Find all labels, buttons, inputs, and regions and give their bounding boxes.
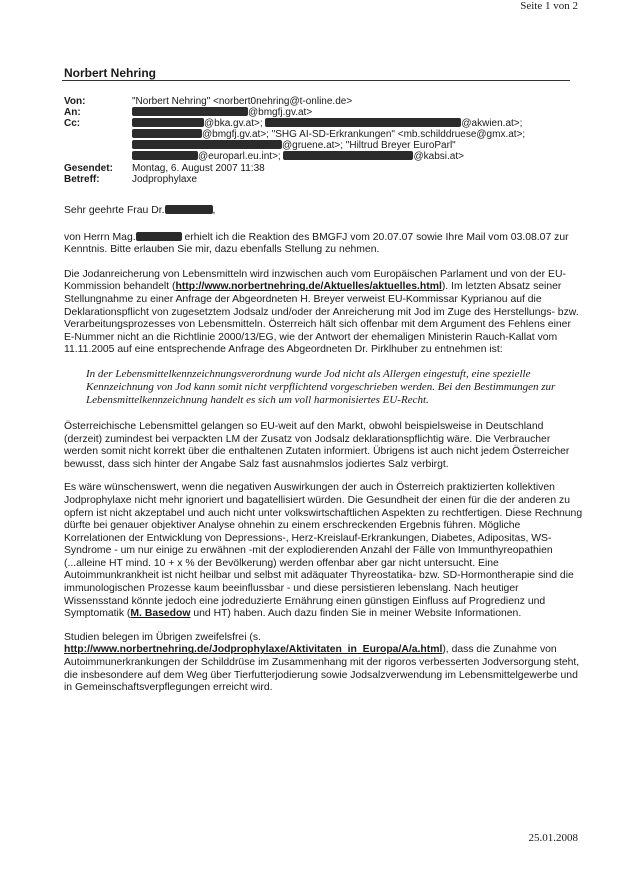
redaction-block	[132, 151, 198, 160]
sender-name: Norbert Nehring	[64, 66, 157, 80]
cc-address: @bka.gv.at>;	[204, 118, 263, 129]
redaction-block	[265, 118, 461, 127]
greeting	[64, 205, 584, 218]
redaction-block	[132, 107, 248, 116]
to-address: @bmgfj.gv.at>	[248, 107, 313, 118]
redaction-block	[136, 232, 182, 241]
header-divider	[62, 80, 570, 81]
p4-text-b: und HT) haben. Auch dazu finden Sie in meiner Website Informationen.	[190, 608, 522, 620]
email-header	[64, 96, 584, 196]
redaction-block	[165, 205, 213, 214]
sent-label: Gesendet:	[64, 163, 113, 174]
subject-value: Jodprophylaxe	[132, 174, 198, 185]
p1-text-b: erhielt ich die Reaktion des BMGFJ vom 20.07.07 sowie Ihre Mail vom 03.08.07 zur Kenntnis. Bitte erlauben Sie mir, dazu ebenfalls Stellung zu nehmen.	[64, 231, 569, 256]
p2-text-a: Die Jodanreicherung von Lebensmitteln wird inzwischen auch vom Europäischen Parlament und von der EU-Kommission behandelt	[64, 268, 566, 293]
paragraph-4	[64, 482, 584, 621]
email-body	[64, 205, 584, 706]
paragraph-1	[64, 232, 584, 257]
europa-link[interactable]: http://www.norbertnehring.de/Jodprophylaxe/Aktivitaten_in_Europa/A/a.html	[64, 644, 443, 656]
from-label: Von:	[64, 96, 86, 107]
p2-text-b: ). Im letzten Absatz seiner Stellungnahme zu einer Anfrage der Abgeordneten H. Breyer verweist EU-Kommissar Kyprianou auf die Deklarationspflicht von zugesetztem Jodsalz und/oder der Anreicherung mit Jod im Zuge des Herstellungs- bzw. Verarbeitungsprozesses von Lebensmitteln. Österreich hält sich offenbar mit dem Argument des Fehlens einer E-Nummer nicht an die Richtlinie 2000/13/EG, wie der Antwort der ehemaligen Ministerin Rauch-Kallat vom 11.11.2005 auf eine entsprechende Anfrage des Abgeordneten Dr. Pirklhuber zu entnehmen ist:	[64, 281, 579, 356]
cc-line-3	[132, 140, 456, 152]
to-label: An:	[64, 107, 81, 118]
cc-address: @gruene.at>; "Hiltrud Breyer EuroParl"	[282, 140, 456, 151]
cc-address: @kabsi.at>	[413, 151, 464, 162]
p4-text-a: Es wäre wünschenswert, wenn die negativen Auswirkungen der auch in Österreich praktizierten kollektiven Jodprophylaxe nicht mehr ignoriert und bagatellisiert würden. Die Gesundheit der einen für die der anderen zu opfern ist nicht akzeptabel und auch nicht unter volkswirtschaftlichen Aspekten zu rechtfertigen. Diese Rechnung dürfte bei genauer objektiver Analyse ohnehin zu einem erschreckenden Ergebnis führen. Mögliche Korrelationen der Entwicklung von Depressions-, Herz-Kreislauf-Erkrankungen, Diabetes, Adipositas, WS-Syndrome - um nur einige zu erwähnen -mit der explodierenden Anzahl der Fälle von Immunthyreopathien (...alleine HT mind. 10 + x % der Bevölkerung) werden offenbar aber gar nicht untersucht. Eine Autoimmunkrankheit ist nicht heilbar und selbst mit adäquater Thyreostatika- bzw. SD-Hormontherapie sind die immunologischen Prozesse kaum beeinflussbar - und diese persistieren lebenslang. Nach heutiger Wissensstand könnte jedoch eine jodreduzierte Ernährung einen günstigen Einfluss auf Progredienz und Symptomatik (	[64, 482, 583, 620]
page-number: Seite 1 von 2	[520, 0, 578, 12]
redaction-block	[283, 151, 413, 160]
p1-text-a: von Herrn Mag.	[64, 231, 136, 243]
cc-address: @bmgfj.gv.at>; "SHG AI-SD-Erkrankungen" <mb.schilddruese@gmx.at>;	[202, 129, 526, 140]
cc-line-2	[132, 129, 525, 141]
p2-paren: (	[172, 281, 176, 293]
p5-text-b: ), dass die Zunahme von Autoimmunerkrankungen der Schilddrüse im Zusammenhang mit der rigoros verbesserten Jodversorgung steht, die insbesondere auf dem Weg über Tierfutterjodierung sowie Jodsalzverwendung im Lebensmittelgewerbe und in Gemeinschaftsverpflegungen erreicht wird.	[64, 644, 580, 694]
cc-address: @akwien.at>;	[461, 118, 523, 129]
redaction-block	[132, 118, 204, 127]
from-value: "Norbert Nehring" <norbert0nehring@t-online.de>	[132, 96, 353, 107]
paragraph-5	[64, 632, 584, 695]
greeting-text: Sehr geehrte Frau Dr.	[64, 205, 165, 216]
cc-address: @europarl.eu.int>;	[198, 151, 281, 162]
basedow-link[interactable]: M. Basedow	[130, 608, 191, 620]
sent-value: Montag, 6. August 2007 11:38	[132, 163, 265, 174]
quoted-statement: In der Lebensmittelkennzeichnungsverordnung wurde Jod nicht als Allergen eingestuft, eine spezielle Kennzeichnung von Jod kann somit nicht verpflichtend vorgeschrieben werden. Bei den Bestimmungen zur Lebensmittelkennzeichnung handelt es sich um voll harmonisiertes EU-Recht.	[86, 367, 556, 406]
subject-label: Betreff:	[64, 174, 100, 185]
footer-date: 25.01.2008	[528, 832, 578, 844]
aktuelles-link[interactable]: http://www.norbertnehring.de/Aktuelles/aktuelles.html	[175, 281, 442, 293]
paragraph-3: Österreichische Lebensmittel gelangen so EU-weit auf den Markt, obwohl beispielsweise in Deutschland (derzeit) zumindest bei verpackten LM der Zusatz von Jodsalz deklarationspflichtig wäre. Die Verbraucher werden somit nicht korrekt über die enthaltenen Zutaten informiert. Übrigens ist auch nicht jedem Österreicher bewusst, dass sich hinter der Angabe Salz fast ausnahmslos jodiertes Salz verbirgt.	[64, 420, 570, 470]
to-value	[132, 107, 312, 119]
cc-label: Cc:	[64, 118, 81, 129]
paragraph-2	[64, 269, 584, 357]
greeting-comma: ,	[212, 205, 216, 216]
redaction-block	[132, 129, 202, 138]
redaction-block	[132, 140, 282, 149]
cc-line-1	[132, 118, 522, 130]
p5-text-a: Studien belegen im Übrigen zweifelsfrei (s.	[64, 631, 261, 643]
cc-line-4	[132, 151, 464, 163]
